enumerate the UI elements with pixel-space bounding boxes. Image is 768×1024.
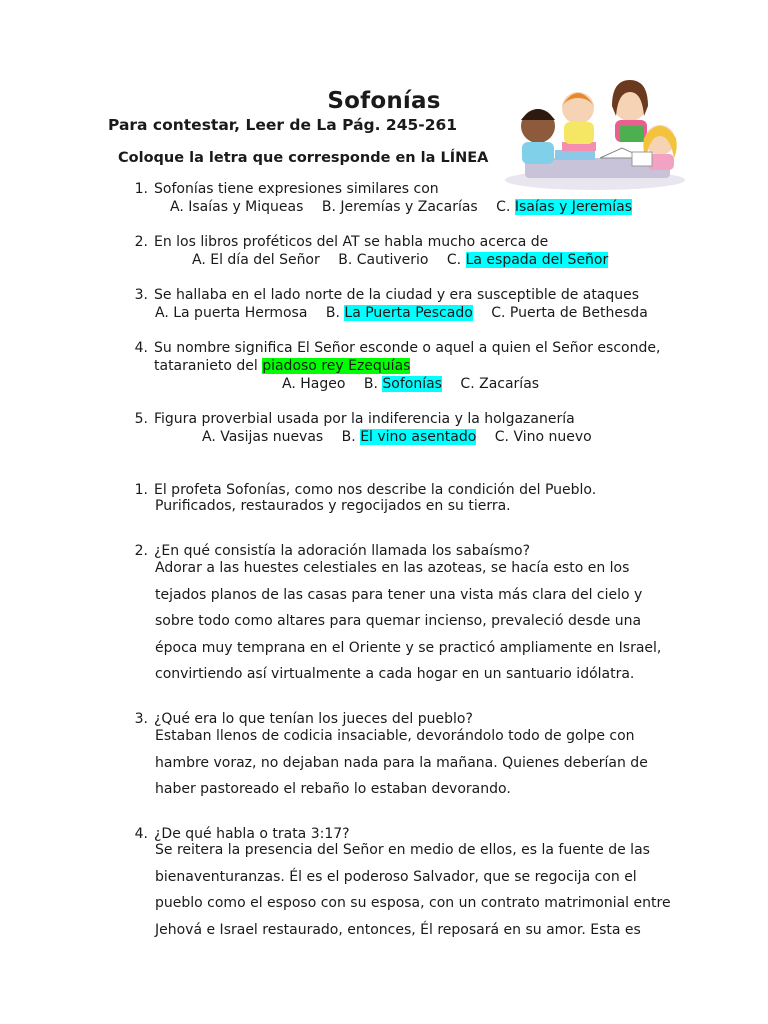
option-b: B. La Puerta Pescado	[325, 305, 473, 321]
highlighted-answer: La Puerta Pescado	[344, 305, 473, 321]
answer-line: bienaventuranzas. Él es el poderoso Salvador, que se regocija con el	[155, 868, 637, 885]
answer-3	[155, 723, 648, 803]
highlighted-answer: Sofonías	[382, 376, 442, 392]
option-c: C. Zacarías	[460, 376, 540, 392]
option-a: A. Isaías y Miqueas	[170, 199, 304, 215]
answer-line: haber pastoreado el rebaño lo estaban devorando.	[155, 781, 511, 797]
highlighted-answer: Isaías y Jeremías	[514, 199, 633, 215]
instruction-text: Coloque la letra que corresponde en la LÍNEA	[118, 150, 489, 166]
answer-line: Se reitera la presencia del Señor en medio de ellos, es la fuente de las	[155, 842, 650, 858]
highlighted-answer: El vino asentado	[360, 429, 477, 445]
option-a: A. Vasijas nuevas	[202, 429, 324, 445]
option-a: A. Hageo	[282, 376, 346, 392]
answer-line: sobre todo como altares para quemar incienso, prevaleció desde una	[155, 613, 642, 629]
option-c: C. Isaías y Jeremías	[496, 199, 633, 215]
answer-line: Estaban llenos de codicia insaciable, devorándolo todo de golpe con	[155, 728, 635, 744]
answer-2	[155, 555, 661, 688]
option-a: A. La puerta Hermosa	[155, 305, 308, 321]
option-c: C. La espada del Señor	[446, 252, 609, 268]
mc-options-2	[192, 251, 622, 269]
option-b: B. Jeremías y Zacarías	[321, 199, 478, 215]
answer-line: pueblo como el esposo con su esposa, con un contrato matrimonial entre	[155, 895, 671, 911]
option-c: C. Puerta de Bethesda	[491, 305, 648, 321]
answer-line: hambre voraz, no dejaban nada para la mañana. Quienes deberían de	[155, 754, 648, 771]
highlighted-answer: La espada del Señor	[465, 252, 609, 268]
answer-line: tejados planos de las casas para tener una vista más clara del cielo y	[155, 586, 643, 603]
mc-options-1	[170, 198, 646, 216]
option-b: B. El vino asentado	[341, 429, 477, 445]
answer-1	[155, 498, 511, 515]
page-title: Sofonías	[327, 88, 441, 114]
option-b: B. Sofonías	[363, 376, 442, 392]
answer-line: Purificados, restaurados y regocijados en su tierra.	[155, 498, 511, 514]
option-b: B. Cautiverio	[338, 252, 429, 268]
answer-line: convirtiendo así virtualmente a cada hogar en un santuario idólatra.	[155, 666, 635, 682]
option-a: A. El día del Señor	[192, 252, 320, 268]
answer-line: Jehová e Israel restaurado, entonces, Él reposará en su amor. Esta es	[155, 921, 641, 938]
mc-options-3	[155, 304, 662, 322]
document-page: Sofonías Para contestar, Leer de La Pág. 245-261 Coloque la letra que corresponde en la LÍNEA 1. Sofonías tiene expresiones similares con A. Isaías y Miqueas B. Jeremías y Zacarías C. Isaías y Jeremías 2. En los libros proféticos del AT se habla mucho acerca de A. El día del Señor B. Cautiverio C. La espada del Señor 3. Se hallaba en el lado norte de la ciudad y era susceptible de ataques A. La puerta Hermosa B. La Puerta Pescado C. Puerta de Bethesda 4. Su nombre significa El Señor esconde o aquel a quien el Señor esconde, tataranieto del piadoso rey Ezequías A. Hageo B. Sofonías C. Zacarías 5. Figura proverbial usada por la indiferencia y la holgazanería A. Vasijas nuevas B. El vino asentado C. Vino nuevo 1. El profeta Sofonías, como nos describe la condición del Pueblo. Purificados, restaurados y regocijados en su tierra. 2. ¿En qué consistía la adoración llamada los sabaísmo? Adorar a las huestes celestiales en las azoteas, se hacía esto en los tejados planos de las casas para tener una vista más clara del cielo y sobre todo como altares para quemar incienso, prevaleció desde una época muy temprana en el Oriente y se practicó ampliamente en Israel, convirtiendo así virtualmente a cada hogar en un santuario idólatra. 3. ¿Qué era lo que tenían los jueces del pueblo? Estaban llenos de codicia insaciable, devorándolo todo de golpe con hambre voraz, no dejaban nada para la mañana. Quienes deberían de haber pastoreado el rebaño lo estaban devorando. 4. ¿De qué habla o trata 3:17? Se reitera la presencia del Señor en medio de ellos, es la fuente de las bienaventuranzas. Él es el poderoso Salvador, que se regocija con el pueblo como el esposo con su esposa, con un contrato matrimonial entre Jehová e Israel restaurado, entonces, Él reposará en su amor. Esta es	[0, 0, 768, 1024]
children-reading-illustration	[500, 80, 690, 190]
highlighted-phrase: piadoso rey Ezequías	[262, 358, 411, 374]
page-subtitle: Para contestar, Leer de La Pág. 245-261	[108, 116, 458, 134]
mc-options-5	[202, 428, 606, 446]
option-c: C. Vino nuevo	[494, 429, 592, 445]
answer-line: época muy temprana en el Oriente y se practicó ampliamente en Israel,	[155, 639, 662, 656]
mc-options-4	[282, 375, 553, 393]
answer-4	[155, 837, 671, 943]
answer-line: Adorar a las huestes celestiales en las azoteas, se hacía esto en los	[155, 560, 630, 576]
